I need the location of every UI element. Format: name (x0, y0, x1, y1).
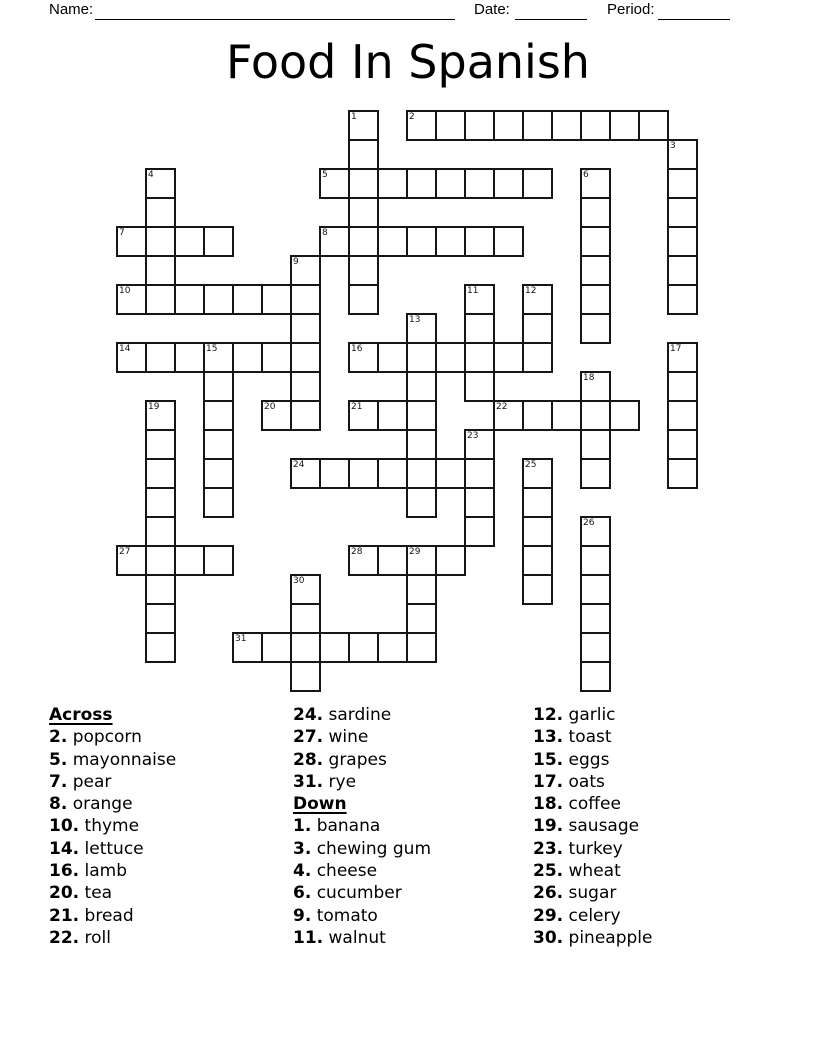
grid-cell[interactable] (580, 284, 611, 315)
clue-number: 6. (293, 883, 312, 904)
grid-cell[interactable] (348, 197, 379, 228)
clue-text: lettuce (84, 838, 144, 859)
grid-cell[interactable] (667, 458, 698, 489)
grid-cell[interactable] (464, 516, 495, 547)
clue-item-across-31 (293, 771, 431, 793)
grid-cell[interactable] (290, 342, 321, 373)
clue-item-down-19 (533, 815, 652, 837)
clue-item-down-13 (533, 726, 652, 748)
grid-cell[interactable] (667, 168, 698, 199)
grid-cell[interactable] (232, 342, 263, 373)
clue-number: 23. (533, 838, 564, 859)
clue-text: tea (84, 883, 113, 904)
clue-item-down-3 (293, 838, 431, 860)
clue-text: bread (84, 905, 134, 926)
grid-cell[interactable] (667, 226, 698, 257)
grid-cell[interactable] (377, 342, 408, 373)
grid-cell[interactable] (232, 284, 263, 315)
clue-number: 2. (49, 727, 68, 748)
clue-text: sardine (328, 705, 392, 725)
grid-cell-number: 14 (119, 344, 131, 354)
grid-cell-number: 16 (351, 344, 363, 354)
grid-cell[interactable] (667, 429, 698, 460)
grid-cell[interactable] (667, 255, 698, 286)
grid-cell[interactable] (145, 197, 176, 228)
grid-cell[interactable] (203, 487, 234, 518)
grid-cell[interactable] (348, 226, 379, 257)
grid-cell[interactable] (435, 458, 466, 489)
grid-cell-number: 2 (409, 112, 415, 122)
grid-cell[interactable] (290, 371, 321, 402)
grid-cell[interactable] (609, 400, 640, 431)
grid-cell[interactable] (203, 371, 234, 402)
grid-cell[interactable] (145, 226, 176, 257)
clue-text: wine (328, 727, 369, 748)
clue-item-across-28 (293, 749, 431, 771)
clue-item-across-27 (293, 726, 431, 748)
clue-item-down-4 (293, 860, 431, 882)
grid-cell[interactable] (493, 110, 524, 141)
grid-cell[interactable] (145, 545, 176, 576)
clue-text: sausage (568, 816, 640, 837)
grid-cell-number: 31 (235, 634, 247, 644)
clue-item-down-11 (293, 927, 431, 949)
grid-cell[interactable] (145, 632, 176, 663)
grid-cell-number: 22 (496, 402, 508, 412)
clue-text: walnut (328, 927, 386, 948)
grid-cell-number: 9 (293, 257, 299, 267)
grid-cell[interactable] (377, 458, 408, 489)
grid-cell[interactable] (406, 574, 437, 605)
grid-cell-number: 7 (119, 228, 125, 238)
grid-cell-number: 20 (264, 402, 276, 412)
clue-item-down-6 (293, 882, 431, 904)
clue-number: 7. (49, 771, 68, 792)
grid-cell-number: 15 (206, 344, 218, 354)
grid-cell[interactable] (319, 458, 350, 489)
grid-cell[interactable] (493, 226, 524, 257)
clue-column-3 (533, 704, 652, 949)
grid-cell[interactable] (406, 371, 437, 402)
grid-cell[interactable] (522, 400, 553, 431)
grid-cell[interactable] (348, 284, 379, 315)
grid-cell[interactable] (493, 168, 524, 199)
clue-item-down-23 (533, 838, 652, 860)
clue-number: 5. (49, 749, 68, 770)
clue-item-down-15 (533, 749, 652, 771)
grid-cell[interactable] (638, 110, 669, 141)
grid-cell[interactable] (348, 458, 379, 489)
grid-cell[interactable] (464, 168, 495, 199)
grid-cell[interactable] (435, 168, 466, 199)
grid-cell[interactable] (348, 255, 379, 286)
name-label: Name: (49, 1, 94, 18)
grid-cell[interactable] (464, 110, 495, 141)
grid-cell[interactable] (464, 371, 495, 402)
grid-cell-number: 28 (351, 547, 363, 557)
clue-number: 30. (533, 927, 564, 948)
grid-cell[interactable] (493, 342, 524, 373)
grid-cell[interactable] (580, 632, 611, 663)
clue-text: grapes (328, 749, 387, 770)
clue-item-down-12 (533, 704, 652, 726)
clue-text: turkey (568, 838, 623, 859)
grid-cell-number: 24 (293, 460, 305, 470)
grid-cell-number: 5 (322, 170, 328, 180)
grid-cell-number: 26 (583, 518, 595, 528)
period-label: Period: (607, 1, 655, 18)
clue-column-2 (293, 704, 431, 949)
clue-item-across-14 (49, 838, 176, 860)
clue-number: 13. (533, 727, 564, 748)
grid-cell[interactable] (377, 545, 408, 576)
clue-number: 29. (533, 905, 564, 926)
grid-cell[interactable] (667, 400, 698, 431)
grid-cell[interactable] (580, 226, 611, 257)
clue-column-1 (49, 704, 176, 949)
grid-cell-number: 10 (119, 286, 131, 296)
clue-number: 22. (49, 927, 80, 948)
grid-cell[interactable] (174, 284, 205, 315)
grid-cell-number: 21 (351, 402, 363, 412)
across-heading: Across (49, 705, 113, 725)
grid-cell[interactable] (145, 284, 176, 315)
grid-cell-number: 29 (409, 547, 421, 557)
clue-item-down-1 (293, 815, 431, 837)
clue-number: 14. (49, 838, 80, 859)
clue-item-down-9 (293, 905, 431, 927)
grid-cell[interactable] (580, 545, 611, 576)
grid-cell[interactable] (261, 632, 292, 663)
clue-text: rye (328, 771, 357, 792)
clue-item-across-5 (49, 749, 176, 771)
grid-cell[interactable] (290, 603, 321, 634)
grid-cell[interactable] (406, 632, 437, 663)
grid-cell[interactable] (406, 168, 437, 199)
grid-cell[interactable] (319, 632, 350, 663)
grid-cell[interactable] (377, 632, 408, 663)
grid-cell[interactable] (551, 400, 582, 431)
grid-cell-number: 8 (322, 228, 328, 238)
grid-cell-number: 6 (583, 170, 589, 180)
clue-item-down-25 (533, 860, 652, 882)
clue-item-down-30 (533, 927, 652, 949)
grid-cell[interactable] (435, 342, 466, 373)
grid-cell[interactable] (522, 516, 553, 547)
grid-cell[interactable] (406, 603, 437, 634)
clue-item-down-18 (533, 793, 652, 815)
grid-cell[interactable] (203, 429, 234, 460)
grid-cell[interactable] (580, 574, 611, 605)
grid-cell[interactable] (145, 342, 176, 373)
clue-number: 16. (49, 861, 80, 882)
grid-cell[interactable] (145, 603, 176, 634)
period-blank-line[interactable] (658, 0, 730, 20)
down-heading: Down (293, 794, 347, 815)
grid-cell[interactable] (406, 458, 437, 489)
grid-cell[interactable] (522, 313, 553, 344)
clue-text: banana (316, 816, 381, 837)
clue-text: toast (568, 727, 612, 748)
grid-cell-number: 3 (670, 141, 676, 151)
grid-cell-number: 17 (670, 344, 682, 354)
grid-cell[interactable] (406, 400, 437, 431)
clue-number: 1. (293, 816, 312, 837)
clue-text: mayonnaise (72, 749, 177, 770)
clue-item-across-24 (293, 704, 431, 726)
clue-number: 17. (533, 771, 564, 792)
grid-cell[interactable] (406, 487, 437, 518)
clue-text: orange (72, 794, 133, 815)
grid-cell[interactable] (145, 487, 176, 518)
grid-cell[interactable] (667, 197, 698, 228)
clue-number: 12. (533, 705, 564, 725)
grid-cell[interactable] (435, 110, 466, 141)
clue-text: thyme (84, 816, 140, 837)
grid-cell[interactable] (522, 110, 553, 141)
clue-number: 11. (293, 927, 324, 948)
grid-cell[interactable] (580, 400, 611, 431)
clue-number: 28. (293, 749, 324, 770)
grid-cell[interactable] (290, 632, 321, 663)
clue-number: 10. (49, 816, 80, 837)
grid-cell[interactable] (580, 429, 611, 460)
grid-cell-number: 4 (148, 170, 154, 180)
grid-cell[interactable] (435, 226, 466, 257)
grid-cell[interactable] (580, 313, 611, 344)
clue-number: 21. (49, 905, 80, 926)
clue-number: 20. (49, 883, 80, 904)
clue-item-across-2 (49, 726, 176, 748)
grid-cell[interactable] (522, 168, 553, 199)
clue-text: cucumber (316, 883, 402, 904)
grid-cell[interactable] (174, 226, 205, 257)
clue-item-across-22 (49, 927, 176, 949)
clue-number: 25. (533, 861, 564, 882)
grid-cell-number: 1 (351, 112, 357, 122)
clue-number: 19. (533, 816, 564, 837)
clue-number: 8. (49, 794, 68, 815)
clue-text: pineapple (568, 927, 653, 948)
grid-cell[interactable] (580, 661, 611, 692)
grid-cell-number: 25 (525, 460, 537, 470)
grid-cell[interactable] (203, 226, 234, 257)
grid-cell[interactable] (464, 458, 495, 489)
grid-cell-number: 19 (148, 402, 160, 412)
grid-cell-number: 18 (583, 373, 595, 383)
grid-cell[interactable] (406, 226, 437, 257)
clue-number: 15. (533, 749, 564, 770)
grid-cell[interactable] (580, 458, 611, 489)
clue-number: 18. (533, 794, 564, 815)
clue-text: pear (72, 771, 112, 792)
grid-cell-number: 11 (467, 286, 479, 296)
grid-cell[interactable] (290, 400, 321, 431)
grid-cell[interactable] (290, 284, 321, 315)
grid-cell[interactable] (145, 574, 176, 605)
grid-cell[interactable] (667, 371, 698, 402)
clue-number: 24. (293, 705, 324, 725)
clue-text: eggs (568, 749, 610, 770)
grid-cell[interactable] (377, 226, 408, 257)
date-blank-line[interactable] (515, 0, 587, 20)
crossword-grid (116, 110, 698, 692)
clue-item-across-16 (49, 860, 176, 882)
grid-cell-number: 27 (119, 547, 131, 557)
grid-cell[interactable] (203, 458, 234, 489)
grid-cell[interactable] (145, 458, 176, 489)
grid-cell[interactable] (464, 487, 495, 518)
clue-text: garlic (568, 705, 616, 725)
grid-cell[interactable] (145, 255, 176, 286)
grid-cell[interactable] (435, 545, 466, 576)
grid-cell[interactable] (174, 545, 205, 576)
grid-cell[interactable] (290, 661, 321, 692)
grid-cell[interactable] (203, 545, 234, 576)
clue-item-across-8 (49, 793, 176, 815)
clue-text: cheese (316, 861, 378, 882)
grid-cell[interactable] (348, 139, 379, 170)
grid-cell[interactable] (667, 284, 698, 315)
clue-item-across-7 (49, 771, 176, 793)
name-blank-line[interactable] (95, 0, 455, 20)
clue-number: 3. (293, 838, 312, 859)
grid-cell[interactable] (261, 284, 292, 315)
clue-number: 31. (293, 771, 324, 792)
clue-text: lamb (84, 861, 128, 882)
clue-number: 9. (293, 905, 312, 926)
grid-cell[interactable] (203, 400, 234, 431)
grid-cell[interactable] (551, 110, 582, 141)
grid-cell[interactable] (145, 516, 176, 547)
grid-cell[interactable] (522, 545, 553, 576)
clue-text: oats (568, 771, 605, 792)
grid-cell-number: 30 (293, 576, 305, 586)
clue-item-across-10 (49, 815, 176, 837)
grid-cell[interactable] (377, 400, 408, 431)
grid-cell[interactable] (522, 487, 553, 518)
grid-cell-number: 23 (467, 431, 479, 441)
grid-cell[interactable] (580, 255, 611, 286)
clue-text: tomato (316, 905, 378, 926)
grid-cell[interactable] (145, 429, 176, 460)
clue-number: 27. (293, 727, 324, 748)
grid-cell[interactable] (609, 110, 640, 141)
clue-item-across-20 (49, 882, 176, 904)
clue-text: roll (84, 927, 111, 948)
grid-cell[interactable] (406, 429, 437, 460)
grid-cell[interactable] (580, 603, 611, 634)
grid-cell[interactable] (464, 313, 495, 344)
grid-cell-number: 12 (525, 286, 537, 296)
grid-cell[interactable] (261, 342, 292, 373)
clue-item-down-26 (533, 882, 652, 904)
clue-item-down-29 (533, 905, 652, 927)
grid-cell[interactable] (464, 226, 495, 257)
worksheet-title: Food In Spanish (226, 35, 590, 89)
clue-text: popcorn (72, 727, 142, 748)
grid-cell-number: 13 (409, 315, 421, 325)
clue-text: chewing gum (316, 838, 432, 859)
clue-text: wheat (568, 861, 621, 882)
clue-number: 4. (293, 861, 312, 882)
grid-cell[interactable] (174, 342, 205, 373)
grid-cell[interactable] (464, 342, 495, 373)
grid-cell[interactable] (348, 632, 379, 663)
clue-text: sugar (568, 883, 617, 904)
clue-item-across-21 (49, 905, 176, 927)
grid-cell[interactable] (580, 110, 611, 141)
clue-text: coffee (568, 794, 621, 815)
grid-cell[interactable] (580, 197, 611, 228)
grid-cell[interactable] (377, 168, 408, 199)
grid-cell[interactable] (522, 342, 553, 373)
clue-text: celery (568, 905, 621, 926)
date-label: Date: (474, 1, 510, 18)
clue-number: 26. (533, 883, 564, 904)
grid-cell[interactable] (406, 342, 437, 373)
clue-item-down-17 (533, 771, 652, 793)
grid-cell[interactable] (522, 574, 553, 605)
grid-cell[interactable] (290, 313, 321, 344)
grid-cell[interactable] (348, 168, 379, 199)
grid-cell[interactable] (203, 284, 234, 315)
